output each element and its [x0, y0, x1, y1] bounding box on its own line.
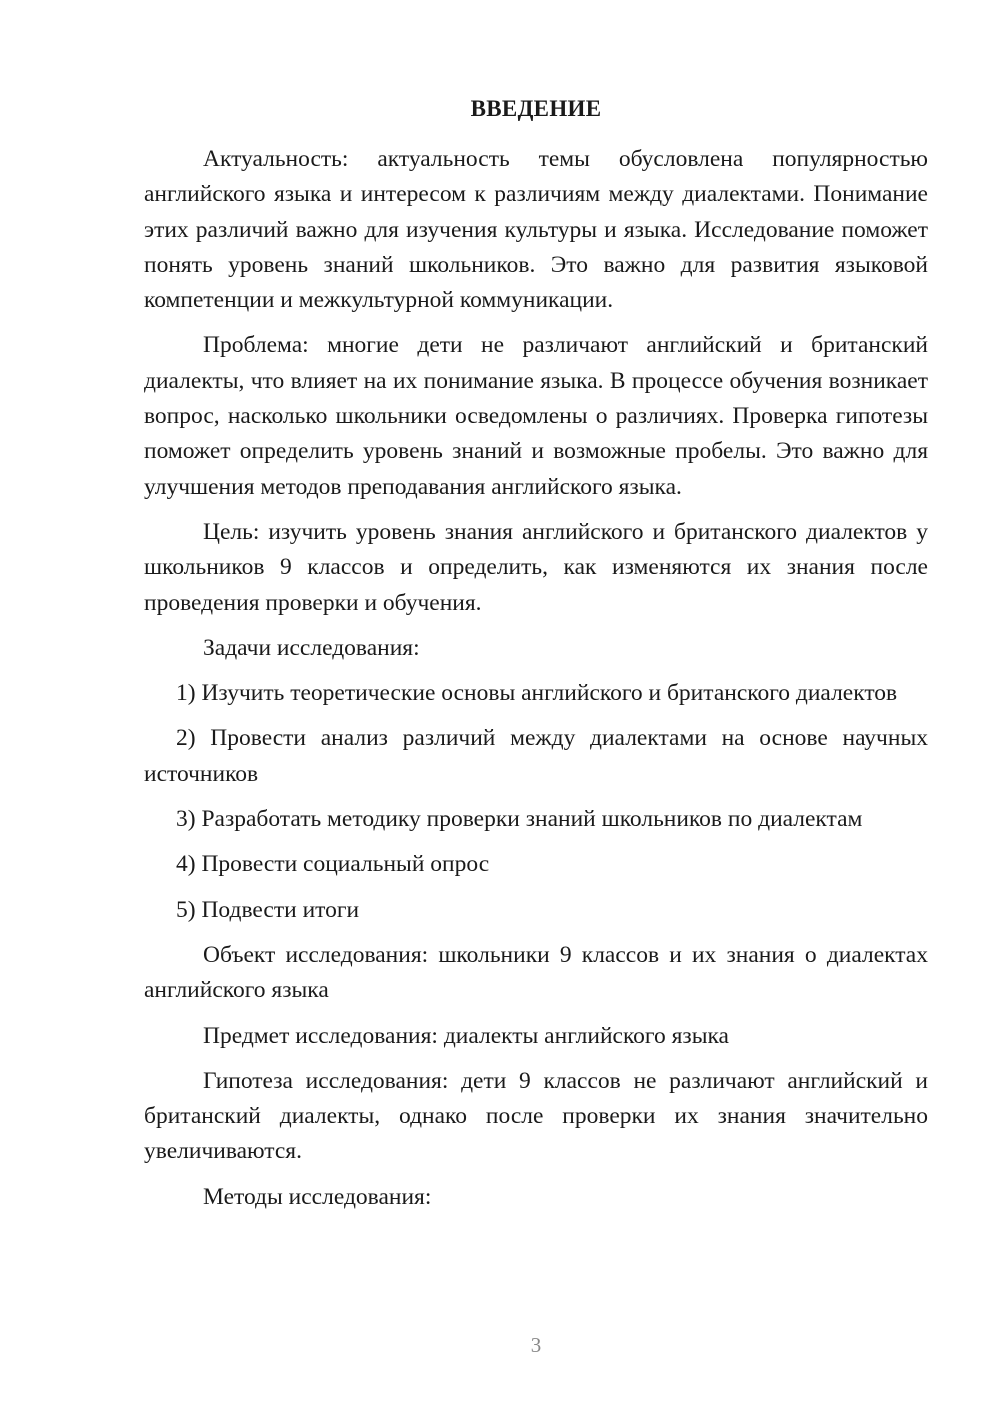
tasks-heading: Задачи исследования: [203, 634, 420, 661]
document-title: ВВЕДЕНИЕ [470, 96, 602, 121]
methods-heading: Методы исследования: [203, 1183, 432, 1210]
hypothesis-paragraph: Гипотеза исследования: дети 9 классов не различают английский и британский диалекты, однако после проверки их знания значительно увеличиваются. [144, 1067, 928, 1165]
goal-paragraph: Цель: изучить уровень знания английского и британского диалектов у школьников 9 классов и определить, как изменяются их знания после проведения проверки и обучения. [144, 518, 928, 616]
task-item: 3) Разработать методику проверки знаний школьников по диалектам [176, 806, 863, 833]
subject-paragraph: Предмет исследования: диалекты английского языка [203, 1022, 729, 1049]
task-item: 2) Провести анализ различий между диалектами на основе научных источников [144, 725, 928, 787]
problem-paragraph: Проблема: многие дети не различают английский и британский диалекты, что влияет на их понимание языка. В процессе обучения возникает вопрос, насколько школьники осведомлены о различиях. Проверка гипотезы поможет определить уровень знаний и возможные пробелы. Это важно для улучшения методов преподавания английского языка. [144, 332, 928, 500]
document-body [144, 142, 928, 1225]
object-paragraph: Объект исследования: школьники 9 классов и их знания о диалектах английского языка [144, 941, 928, 1004]
task-item: 4) Провести социальный опрос [176, 851, 490, 878]
task-item: 5) Подвести итоги [176, 896, 360, 923]
page-number: 3 [530, 1333, 542, 1357]
task-item: 1) Изучить теоретические основы английского и британского диалектов [176, 680, 898, 707]
relevance-paragraph: Актуальность: актуальность темы обусловлена популярностью английского языка и интересом к различиям между диалектами. Понимание этих различий важно для изучения культуры и языка. Исследование поможет понять уровень знаний школьников. Это важно для развития языковой компетенции и межкультурной коммуникации. [144, 146, 928, 314]
